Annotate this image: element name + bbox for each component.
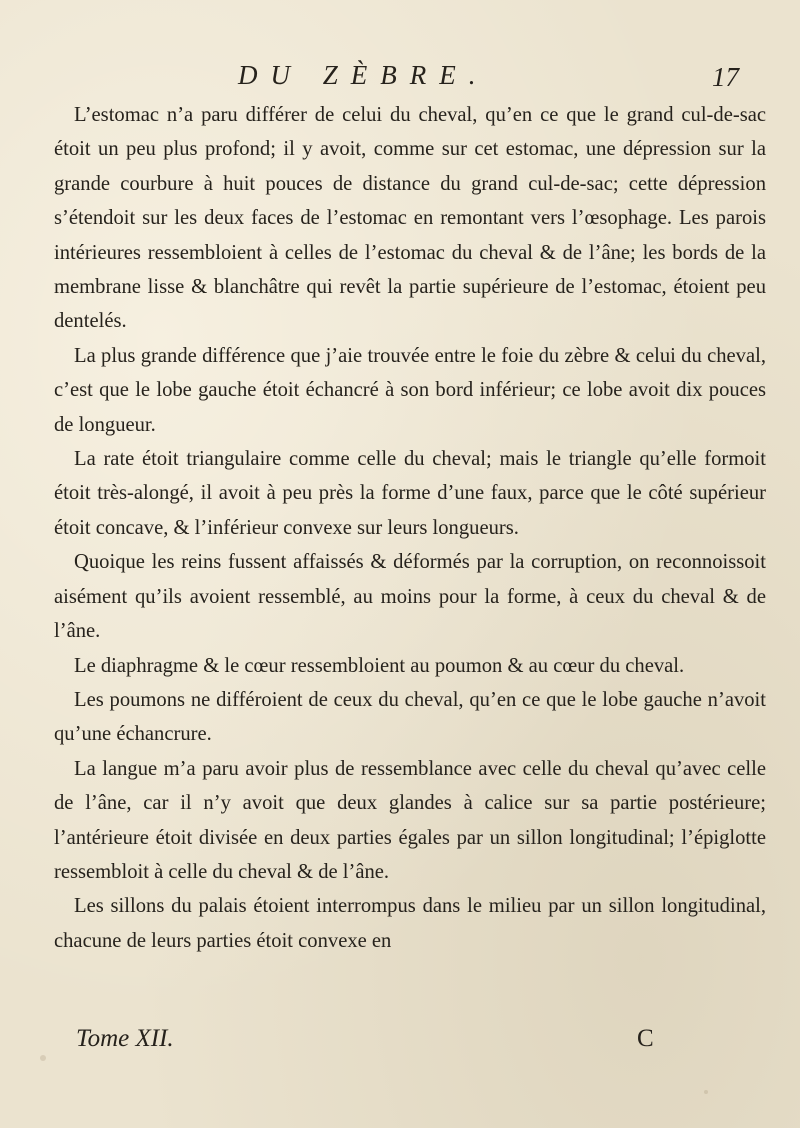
running-title: DU ZÈBRE.: [238, 60, 489, 90]
page-number: 17: [712, 62, 739, 92]
paragraph-reins: Quoique les reins fussent affaissés & déformés par la corruption, on reconnoissoit aisément qu’ils avoient ressemblé, au moins pour la forme, à ceux du cheval & de l’âne.: [54, 551, 766, 643]
paragraph-diaphragme: Le diaphragme & le cœur ressembloient au poumon & au cœur du cheval.: [74, 654, 685, 677]
running-head: [0, 60, 800, 100]
paragraph-palais: Les sillons du palais étoient interrompus dans le milieu par un sillon longitudinal, chacune de leurs parties étoit convexe en: [54, 895, 766, 952]
paragraph-poumons: Les poumons ne différoient de ceux du cheval, qu’en ce que le lobe gauche n’avoit qu’une échancrure.: [54, 688, 766, 746]
page-footer: [0, 1025, 800, 1061]
paragraph-rate: La rate étoit triangulaire comme celle du cheval; mais le triangle qu’elle formoit étoit très-alongé, il avoit à peu près la forme d’une faux, parce que le côté supérieur étoit concave, & l’inférieur convexe sur leurs longueurs.: [54, 448, 766, 539]
volume-label: Tome XII.: [76, 1025, 174, 1052]
paper-stain: [704, 1090, 708, 1094]
paragraph-estomac: L’estomac n’a paru différer de celui du cheval, qu’en ce que le grand cul-de-sac étoit un peu plus profond; il y avoit, comme sur cet estomac, une dépression sur la grande courbure à huit pouces de distance du grand cul-de-sac; cette dépression s’étendoit sur les deux faces de l’estomac en remontant vers l’œsophage. Les parois intérieures ressembloient à celles de l’estomac du cheval & de l’âne; les bords de la membrane lisse & blanchâtre qui revêt la partie supérieure de l’estomac, étoient peu dentelés.: [54, 104, 766, 333]
paragraph-foie: La plus grande différence que j’aie trouvée entre le foie du zèbre & celui du cheval, c’est que le lobe gauche étoit échancré à son bord inférieur; ce lobe avoit dix pouces de longueur.: [54, 344, 766, 436]
paragraph-langue: La langue m’a paru avoir plus de ressemblance avec celle du cheval qu’avec celle de l’âne, car il n’y avoit que deux glandes à calice sur sa partie postérieure; l’antérieure étoit divisée en deux parties égales par un sillon longitudinal; l’épiglotte ressembloit à celle du cheval & de l’âne.: [54, 757, 766, 883]
body-text: [54, 98, 766, 958]
signature-mark: C: [637, 1025, 654, 1052]
